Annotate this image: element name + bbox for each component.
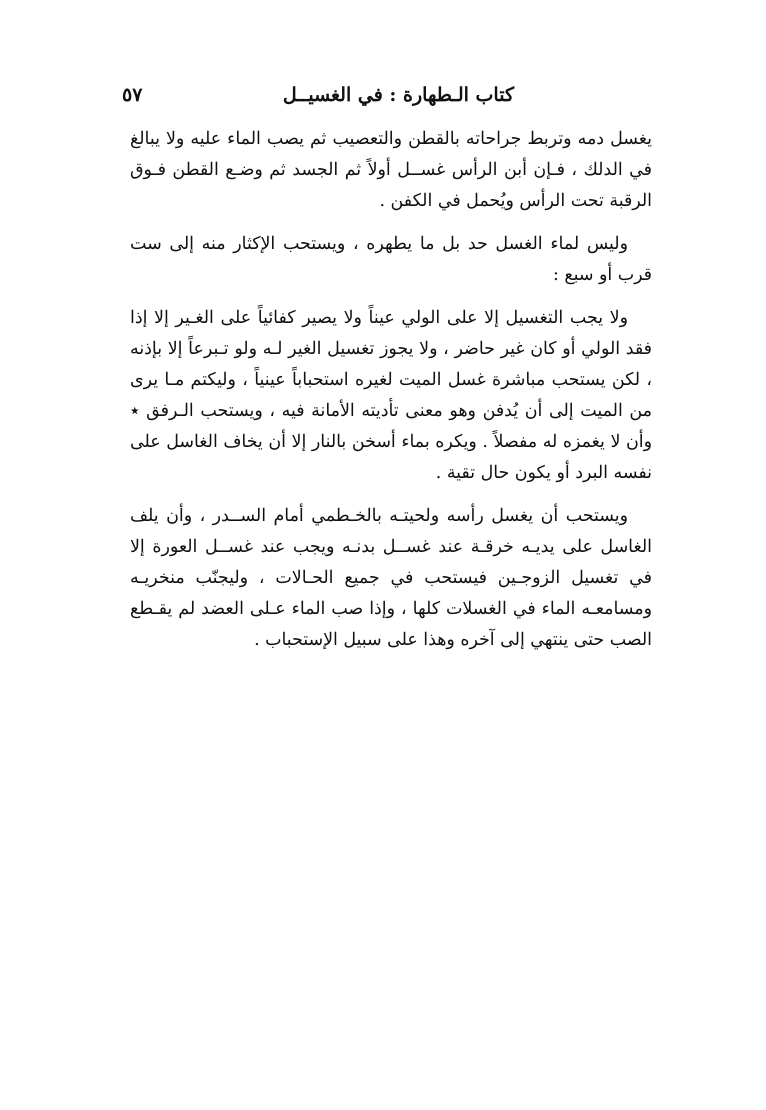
page-number: ٥٧ — [122, 84, 143, 106]
paragraph-1: يغسل دمه وتربط جراحاته بالقطن والتعصيب ثم يصب الماء عليه ولا يبالغ في الدلك ، فـإن أبن الرأس غســل أولاً ثم الجسد ثم وضـع القطن فـوق الرقبة تحت الرأس ويُحمل في الكفن . — [130, 129, 652, 211]
paragraph-3: ولا يجب التغسيل إلا على الولي عيناً ولا يصير كفائياً على الغـير إلا إذا فقد الولي أو كان غير حاضر ، ولا يجوز تغسيل الغير لـه ولو تـبرعاً إلا بإذنه ، لكن يستحب مباشرة غسل الميت لغيره استحباباً عينياً ، وليكتم مـا يرى من الميت إلى أن يُدفن وهو معنى تأديته الأمانة فيه ، ويستحب الـرفق ٭ وأن لا يغمزه له مفصلاً . ويكره بماء أسخن بالنار إلا أن يخاف الغاسل على نفسه البرد أو يكون حال تقية . — [130, 308, 652, 483]
paragraph-4: ويستحب أن يغسل رأسه ولحيتـه بالخـطمي أمام الســدر ، وأن يلف الغاسل على يديـه خرقـة عند غســل بدنـه ويجب عند غســل العورة إلا في تغسيل الزوجـين فيستحب في جميع الحـالات ، وليجنّب منخريـه ومسامعـه الماء في الغسلات كلها ، وإذا صب الماء عـلى العضد لم يقـطع الصب حتى ينتهي إلى آخره وهذا على سبيل الإستحباب . — [130, 506, 652, 650]
body-text — [130, 124, 652, 668]
page-header — [118, 84, 652, 118]
paragraph-2: وليس لماء الغسل حد بل ما يطهره ، ويستحب الإكثار منه إلى ست قرب أو سبع : — [130, 234, 652, 285]
page-title: كتاب الـطهارة : في الغسيــل — [282, 84, 514, 106]
